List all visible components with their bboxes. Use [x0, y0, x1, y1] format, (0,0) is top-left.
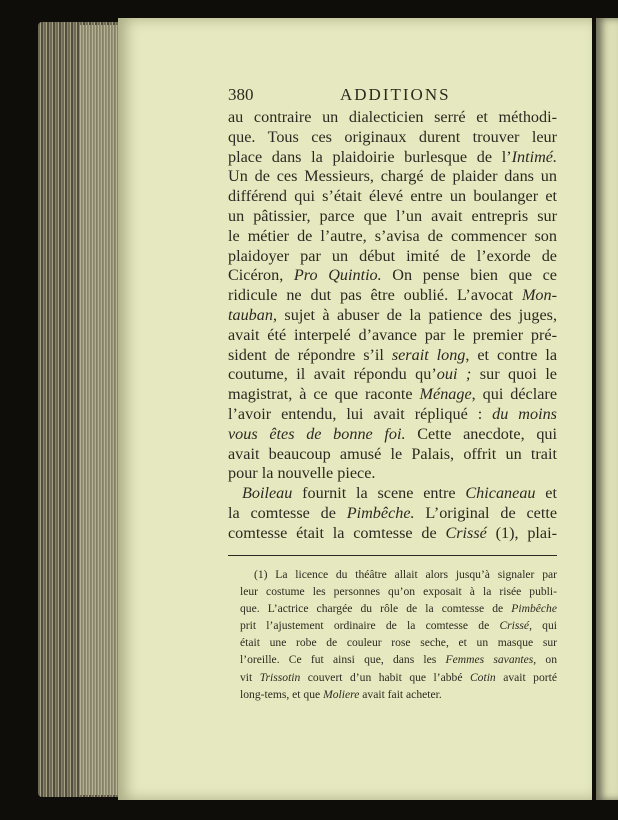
text-span: Cicéron,	[228, 266, 294, 285]
text-line	[228, 365, 557, 385]
text-span: long-tems, et que	[240, 687, 324, 701]
text-line	[240, 583, 557, 600]
text-span: ridicule ne dut pas être oublié. L’avocat	[228, 286, 522, 305]
text-line	[228, 266, 557, 286]
text-span: avait porté	[495, 670, 557, 684]
text-span: avait fait acheter.	[359, 687, 442, 701]
text-span: était une robe de couleur rose seche, et un masque sur	[240, 636, 557, 650]
italic-text: Trissotin	[259, 670, 301, 684]
text-line	[228, 385, 557, 405]
italic-text: vous êtes de bonne foi.	[228, 424, 406, 443]
page-header	[228, 84, 557, 106]
italic-text: Pro Quintio.	[293, 266, 382, 285]
text-span: place dans la plaidoirie burlesque de l’	[228, 147, 512, 166]
italic-text: Pimbêche.	[346, 503, 415, 522]
text-span: différend qui s’était élevé entre un boulanger et	[228, 187, 557, 206]
text-line	[240, 634, 557, 651]
text-span: sur quoi le	[471, 365, 557, 384]
text-line	[228, 128, 557, 148]
italic-text: Moliere	[323, 687, 360, 701]
italic-text: du moins	[492, 404, 557, 423]
text-span: un pâtissier, parce que l’un avait entrepris sur	[228, 206, 557, 225]
text-span: , qui	[529, 619, 557, 633]
italic-text: Crissé	[499, 619, 530, 633]
text-span: leur costume les personnes qu’on exposait à la risée publi-	[240, 585, 557, 599]
italic-text: serait long	[391, 345, 466, 364]
text-line	[240, 566, 557, 583]
text-span: , on	[533, 653, 558, 667]
italic-text: Chicaneau	[465, 484, 536, 503]
text-line	[228, 524, 557, 544]
book-page-edges-inner	[80, 25, 120, 795]
text-line	[228, 148, 557, 168]
text-line	[228, 306, 557, 326]
text-line	[228, 247, 557, 267]
text-span: l’oreille. Ce fut ainsi que, dans les	[240, 653, 446, 667]
text-span: et	[535, 484, 557, 503]
text-span: l’avoir entendu, lui avait répliqué :	[228, 404, 493, 423]
text-span: avait beaucoup amusé le Palais, offrit un trait	[228, 444, 557, 463]
text-line	[240, 686, 557, 703]
italic-text: Pimbêche	[511, 602, 557, 616]
italic-text: Cotin	[469, 670, 496, 684]
text-span: L’original de cette	[414, 503, 558, 522]
text-line	[240, 600, 557, 617]
text-line	[240, 651, 557, 668]
text-line	[240, 669, 557, 686]
text-span: sident de répondre s’il	[228, 345, 392, 364]
running-title: ADDITIONS	[340, 85, 451, 104]
text-span: (1) La licence du théâtre allait alors jusqu’à signaler par	[254, 568, 557, 581]
text-span: , et contre la	[465, 345, 558, 364]
italic-text: Crissé	[445, 523, 487, 542]
italic-text: Boileau	[242, 484, 293, 503]
text-span: prit l’ajustement ordinaire de la comtesse de	[240, 619, 500, 633]
text-span: On pense bien que ce	[381, 266, 557, 285]
text-span: Un de ces Messieurs, chargé de plaider dans un	[228, 167, 557, 186]
text-span: avait été interpelé d’avance par le premier pré-	[228, 325, 557, 344]
text-span: au contraire un dialecticien serré et méthodi-	[228, 108, 557, 126]
text-line	[228, 484, 557, 504]
text-span: , sujet à abuser de la patience des juges,	[272, 305, 557, 324]
text-line	[228, 346, 557, 366]
text-line	[228, 504, 557, 524]
text-span: Cette anecdote, qui	[405, 424, 558, 443]
text-line	[228, 207, 557, 227]
italic-text: Mon-	[521, 286, 557, 305]
text-line	[228, 326, 557, 346]
italic-text: Ménage	[419, 385, 472, 404]
text-span: la comtesse de	[228, 503, 347, 522]
page-number: 380	[228, 85, 254, 104]
text-span: fournit la scene entre	[292, 484, 466, 503]
text-line	[228, 108, 557, 128]
italic-text: Intimé.	[511, 147, 557, 166]
text-line	[228, 167, 557, 187]
footnote	[240, 566, 557, 703]
text-span: couvert d’un habit que l’abbé	[300, 670, 470, 684]
text-line	[228, 286, 557, 306]
text-line	[228, 425, 557, 445]
facing-page-edge	[596, 18, 618, 800]
text-span: , qui déclare	[471, 385, 557, 404]
main-text	[228, 108, 557, 544]
text-span: magistrat, à ce que raconte	[228, 385, 420, 404]
text-span: pour la nouvelle piece.	[228, 464, 376, 483]
text-span: comtesse était la comtesse de	[228, 523, 446, 542]
text-span: que. L’actrice chargée du rôle de la comtesse de	[240, 602, 512, 616]
text-line	[228, 227, 557, 247]
text-span: vit	[240, 670, 260, 684]
italic-text: tauban	[228, 305, 273, 324]
text-line	[228, 445, 557, 465]
italic-text: Femmes savantes	[445, 653, 534, 667]
text-span: plaidoyer par un début imité de l’exorde de	[228, 246, 557, 265]
text-span: coutume, il avait répondu qu’	[228, 365, 437, 384]
text-span: le métier de l’autre, s’avisa de commencer son	[228, 226, 557, 245]
text-line	[228, 464, 557, 484]
text-line	[228, 405, 557, 425]
text-line	[228, 187, 557, 207]
footnote-rule	[228, 555, 557, 556]
text-span: que. Tous ces originaux durent trouver leur	[228, 127, 557, 146]
italic-text: oui ;	[436, 365, 472, 384]
text-line	[240, 617, 557, 634]
text-span: (1), plai-	[486, 523, 557, 542]
